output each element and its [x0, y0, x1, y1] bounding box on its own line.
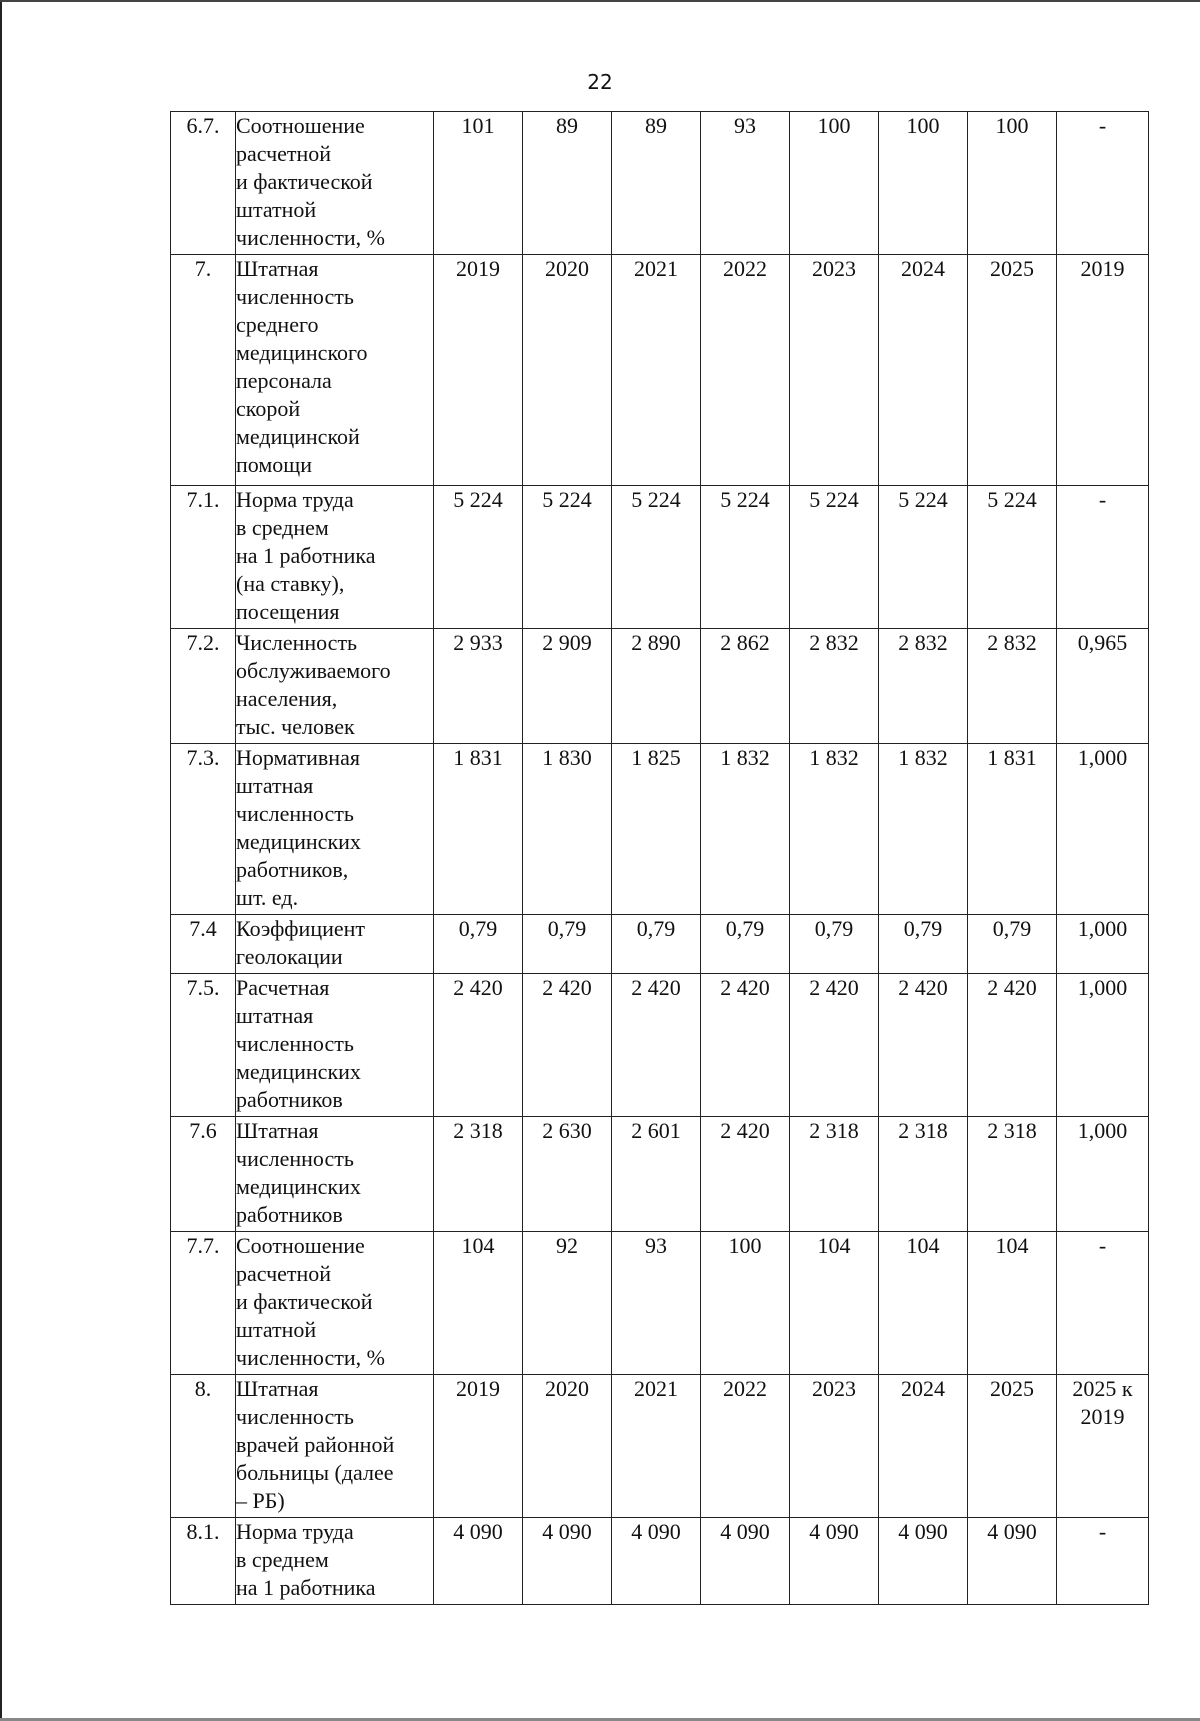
table-row — [171, 112, 1149, 255]
year-value-cell: 101 — [434, 112, 523, 255]
year-value-cell: 2 420 — [523, 974, 612, 1117]
year-value-cell: 2 318 — [434, 1117, 523, 1232]
row-number: 7.2. — [171, 629, 236, 744]
year-value-cell: 0,79 — [523, 915, 612, 974]
row-number: 7.6 — [171, 1117, 236, 1232]
year-value-cell: 2 420 — [434, 974, 523, 1117]
year-value-cell: 4 090 — [879, 1518, 968, 1605]
year-value-cell: 2 420 — [790, 974, 879, 1117]
ratio-cell: 2019 — [1057, 255, 1149, 486]
year-value-cell: 2 630 — [523, 1117, 612, 1232]
year-value-cell: 0,79 — [790, 915, 879, 974]
year-value-cell: 93 — [612, 1232, 701, 1375]
table-row — [171, 1232, 1149, 1375]
year-value-cell: 0,79 — [879, 915, 968, 974]
row-label: Норма труда в среднем на 1 работника — [236, 1518, 434, 1605]
row-number: 7. — [171, 255, 236, 486]
table-row — [171, 1375, 1149, 1518]
year-value-cell: 2022 — [701, 255, 790, 486]
table-row — [171, 629, 1149, 744]
year-value-cell: 2019 — [434, 255, 523, 486]
year-value-cell: 2022 — [701, 1375, 790, 1518]
year-value-cell: 100 — [968, 112, 1057, 255]
year-value-cell: 100 — [879, 112, 968, 255]
year-value-cell: 2 933 — [434, 629, 523, 744]
row-label: Штатная численность медицинских работников — [236, 1117, 434, 1232]
row-label: Нормативная штатная численность медицинских работников, шт. ед. — [236, 744, 434, 915]
table-row — [171, 255, 1149, 486]
row-number: 6.7. — [171, 112, 236, 255]
ratio-cell: 2025 к 2019 — [1057, 1375, 1149, 1518]
year-value-cell: 92 — [523, 1232, 612, 1375]
year-value-cell: 2 832 — [790, 629, 879, 744]
ratio-cell: 1,000 — [1057, 974, 1149, 1117]
year-value-cell: 5 224 — [968, 486, 1057, 629]
year-value-cell: 1 825 — [612, 744, 701, 915]
year-value-cell: 2 832 — [968, 629, 1057, 744]
year-value-cell: 2025 — [968, 1375, 1057, 1518]
year-value-cell: 5 224 — [879, 486, 968, 629]
year-value-cell: 100 — [701, 1232, 790, 1375]
row-number: 7.3. — [171, 744, 236, 915]
table-row — [171, 744, 1149, 915]
year-value-cell: 4 090 — [968, 1518, 1057, 1605]
ratio-cell: - — [1057, 1518, 1149, 1605]
scan-edge-top — [0, 0, 1200, 2]
row-label: Штатная численность врачей районной больницы (далее – РБ) — [236, 1375, 434, 1518]
table-row — [171, 974, 1149, 1117]
year-value-cell: 89 — [523, 112, 612, 255]
row-label: Штатная численность среднего медицинского персонала скорой медицинской помощи — [236, 255, 434, 486]
ratio-cell: - — [1057, 112, 1149, 255]
year-value-cell: 104 — [434, 1232, 523, 1375]
year-value-cell: 1 832 — [879, 744, 968, 915]
year-value-cell: 4 090 — [701, 1518, 790, 1605]
year-value-cell: 1 831 — [434, 744, 523, 915]
year-value-cell: 0,79 — [434, 915, 523, 974]
year-value-cell: 5 224 — [612, 486, 701, 629]
year-value-cell: 0,79 — [968, 915, 1057, 974]
year-value-cell: 2023 — [790, 255, 879, 486]
year-value-cell: 2 601 — [612, 1117, 701, 1232]
scan-edge-left — [0, 0, 2, 1721]
row-number: 8. — [171, 1375, 236, 1518]
year-value-cell: 104 — [879, 1232, 968, 1375]
row-number: 8.1. — [171, 1518, 236, 1605]
year-value-cell: 2020 — [523, 1375, 612, 1518]
year-value-cell: 100 — [790, 112, 879, 255]
year-value-cell: 4 090 — [523, 1518, 612, 1605]
year-value-cell: 2 318 — [790, 1117, 879, 1232]
year-value-cell: 5 224 — [434, 486, 523, 629]
year-value-cell: 93 — [701, 112, 790, 255]
year-value-cell: 2024 — [879, 255, 968, 486]
staffing-table — [170, 111, 1149, 1605]
table-row — [171, 1518, 1149, 1605]
year-value-cell: 2 862 — [701, 629, 790, 744]
row-label: Численность обслуживаемого населения, тыс. человек — [236, 629, 434, 744]
ratio-cell: 1,000 — [1057, 915, 1149, 974]
year-value-cell: 2 420 — [701, 1117, 790, 1232]
year-value-cell: 5 224 — [523, 486, 612, 629]
row-label: Норма труда в среднем на 1 работника (на ставку), посещения — [236, 486, 434, 629]
year-value-cell: 2 909 — [523, 629, 612, 744]
year-value-cell: 2023 — [790, 1375, 879, 1518]
year-value-cell: 0,79 — [612, 915, 701, 974]
row-number: 7.5. — [171, 974, 236, 1117]
row-number: 7.7. — [171, 1232, 236, 1375]
year-value-cell: 5 224 — [790, 486, 879, 629]
row-label: Соотношение расчетной и фактической штатной численности, % — [236, 112, 434, 255]
year-value-cell: 1 832 — [701, 744, 790, 915]
year-value-cell: 2025 — [968, 255, 1057, 486]
ratio-cell: - — [1057, 1232, 1149, 1375]
year-value-cell: 4 090 — [790, 1518, 879, 1605]
row-label: Коэффициент геолокации — [236, 915, 434, 974]
year-value-cell: 2 420 — [701, 974, 790, 1117]
row-number: 7.4 — [171, 915, 236, 974]
year-value-cell: 2 420 — [879, 974, 968, 1117]
year-value-cell: 2021 — [612, 1375, 701, 1518]
row-label: Расчетная штатная численность медицинских работников — [236, 974, 434, 1117]
ratio-cell: - — [1057, 486, 1149, 629]
year-value-cell: 5 224 — [701, 486, 790, 629]
year-value-cell: 4 090 — [434, 1518, 523, 1605]
table-row — [171, 486, 1149, 629]
year-value-cell: 4 090 — [612, 1518, 701, 1605]
year-value-cell: 89 — [612, 112, 701, 255]
year-value-cell: 1 831 — [968, 744, 1057, 915]
year-value-cell: 2019 — [434, 1375, 523, 1518]
year-value-cell: 1 832 — [790, 744, 879, 915]
table-row — [171, 1117, 1149, 1232]
table-row — [171, 915, 1149, 974]
year-value-cell: 0,79 — [701, 915, 790, 974]
ratio-cell: 1,000 — [1057, 1117, 1149, 1232]
ratio-cell: 0,965 — [1057, 629, 1149, 744]
year-value-cell: 2 890 — [612, 629, 701, 744]
year-value-cell: 2024 — [879, 1375, 968, 1518]
year-value-cell: 2020 — [523, 255, 612, 486]
year-value-cell: 2 420 — [968, 974, 1057, 1117]
row-number: 7.1. — [171, 486, 236, 629]
year-value-cell: 2 318 — [879, 1117, 968, 1232]
row-label: Соотношение расчетной и фактической штатной численности, % — [236, 1232, 434, 1375]
page-number: 22 — [587, 70, 613, 94]
year-value-cell: 104 — [968, 1232, 1057, 1375]
year-value-cell: 2 832 — [879, 629, 968, 744]
year-value-cell: 2 420 — [612, 974, 701, 1117]
ratio-cell: 1,000 — [1057, 744, 1149, 915]
year-value-cell: 2021 — [612, 255, 701, 486]
year-value-cell: 104 — [790, 1232, 879, 1375]
year-value-cell: 1 830 — [523, 744, 612, 915]
year-value-cell: 2 318 — [968, 1117, 1057, 1232]
